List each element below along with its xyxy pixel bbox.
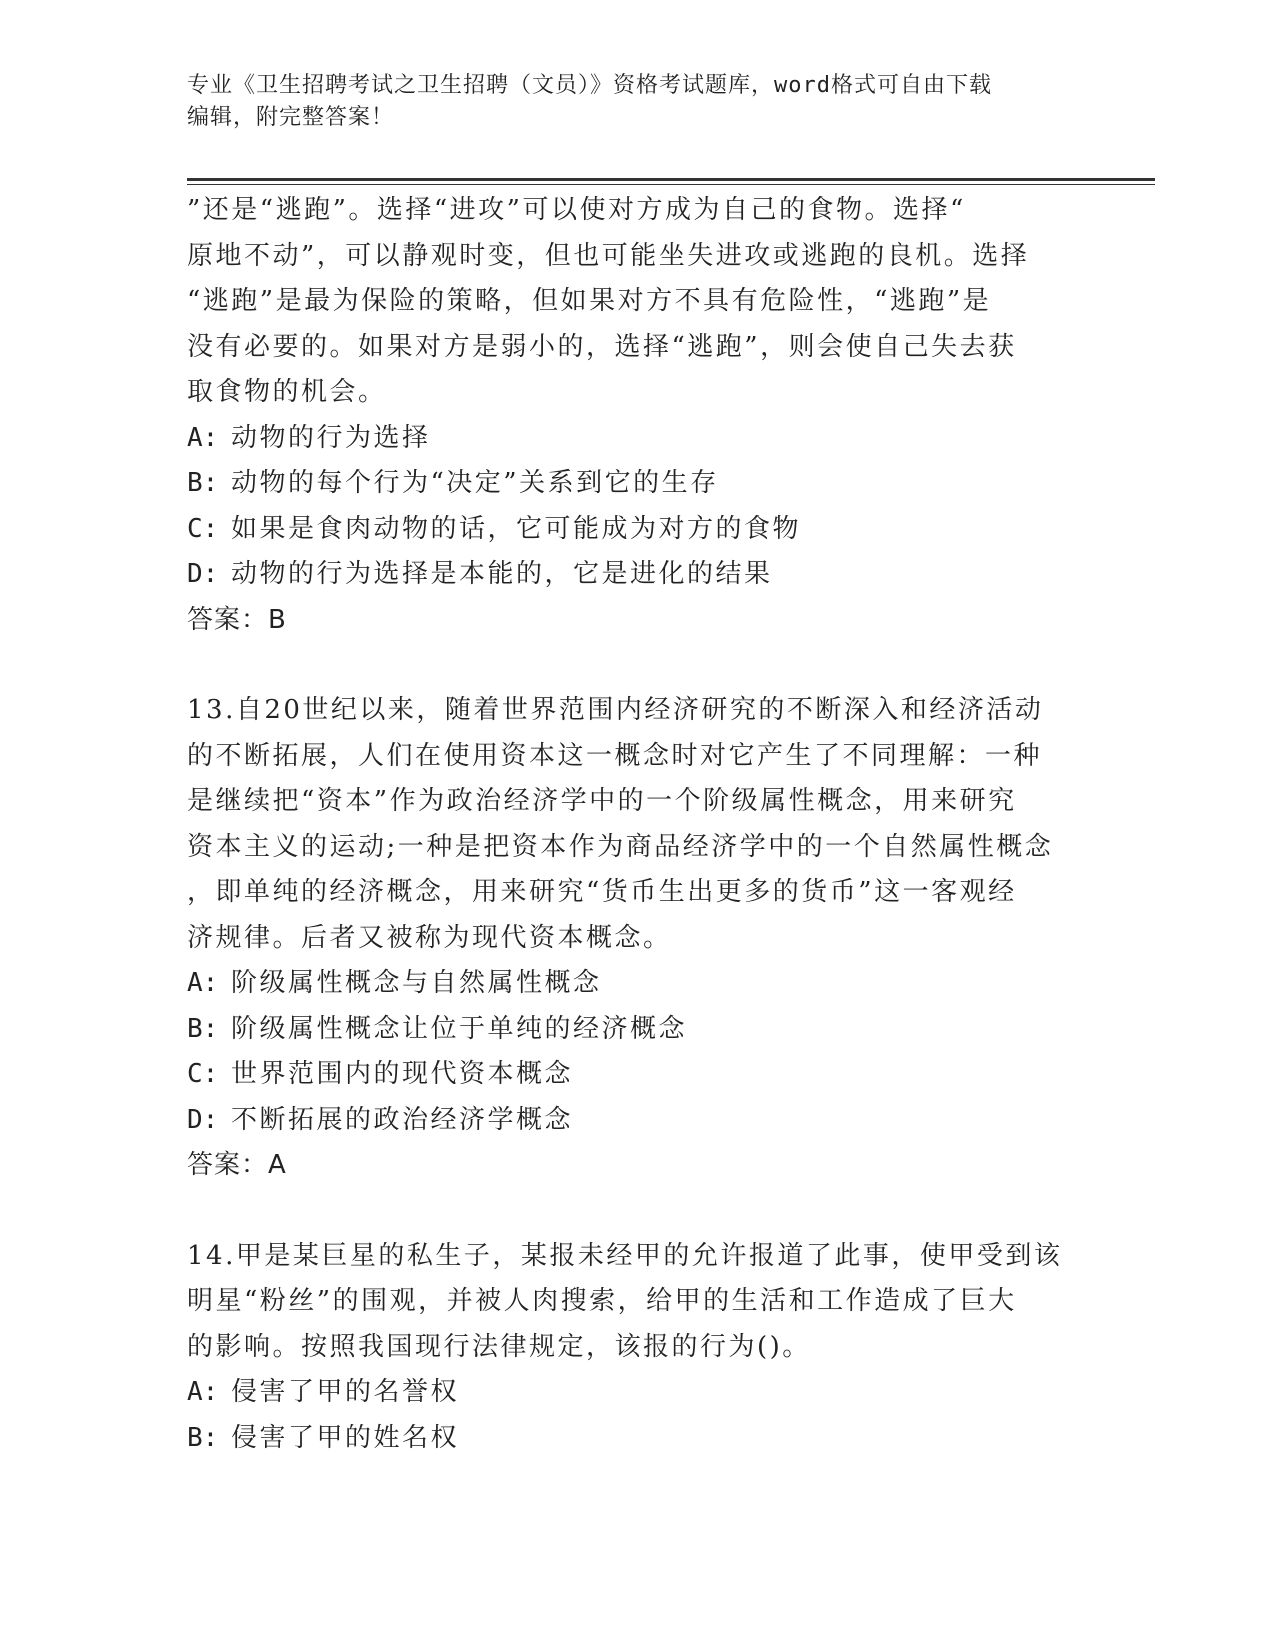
option-letter: B: [187, 468, 219, 498]
option-a [187, 961, 1087, 1007]
option-d [187, 552, 1087, 598]
header-line-1: 专业《卫生招聘考试之卫生招聘（文员）》资格考试题库，word格式可自由下载 [187, 73, 992, 98]
question-text-line: 的影响。按照我国现行法律规定，该报的行为()。 [187, 1331, 811, 1362]
question-14 [187, 1234, 1087, 1462]
question-12-text [187, 188, 1087, 416]
option-letter: A: [187, 968, 219, 998]
question-text-line: 是继续把“资本”作为政治经济学中的一个阶级属性概念，用来研究 [187, 786, 1017, 816]
option-c [187, 1052, 1087, 1098]
question-text-line: ，即单纯的经济概念，用来研究“货币生出更多的货币”这一客观经 [187, 877, 1017, 907]
option-text: 动物的行为选择 [231, 422, 431, 453]
question-text-line: 原地不动”，可以静观时变，但也可能坐失进攻或逃跑的良机。选择 [187, 240, 1030, 271]
option-a [187, 1370, 1087, 1416]
question-text-line: 14.甲是某巨星的私生子，某报未经甲的允许报道了此事，使甲受到该 [187, 1240, 1063, 1271]
option-text: 阶级属性概念让位于单纯的经济概念 [231, 1013, 688, 1044]
answer-line: 答案：A [187, 1150, 287, 1180]
option-a [187, 416, 1087, 462]
document-body [187, 188, 1087, 1461]
option-d [187, 1098, 1087, 1144]
question-text-line: ”还是“逃跑”。选择“进攻”可以使对方成为自己的食物。选择“ [187, 195, 966, 225]
option-text: 侵害了甲的名誉权 [231, 1377, 460, 1407]
document-header [187, 70, 1087, 134]
option-letter: D: [187, 559, 219, 589]
question-12 [187, 188, 1087, 643]
option-letter: C: [187, 513, 219, 544]
option-text: 动物的行为选择是本能的，它是进化的结果 [231, 559, 773, 589]
option-b [187, 461, 1087, 507]
option-letter: A: [187, 422, 219, 453]
header-divider-thick [187, 178, 1155, 181]
spacer [187, 643, 1087, 688]
option-letter: B: [187, 1422, 219, 1453]
spacer [187, 1189, 1087, 1234]
header-line-2: 编辑，附完整答案！ [187, 105, 395, 130]
question-text-line: “逃跑”是最为保险的策略，但如果对方不具有危险性，“逃跑”是 [187, 286, 992, 316]
option-text: 如果是食肉动物的话，它可能成为对方的食物 [231, 513, 802, 544]
option-letter: A: [187, 1377, 219, 1407]
question-text-line: 明星“粉丝”的围观，并被人肉搜索，给甲的生活和工作造成了巨大 [187, 1286, 1017, 1316]
option-b [187, 1416, 1087, 1462]
question-text-line: 没有必要的。如果对方是弱小的，选择“逃跑”，则会使自己失去获 [187, 331, 1017, 362]
option-c [187, 507, 1087, 553]
option-letter: D: [187, 1104, 219, 1135]
header-divider-thin [187, 184, 1155, 185]
option-text: 动物的每个行为“决定”关系到它的生存 [231, 468, 719, 498]
question-text-line: 资本主义的运动;一种是把资本作为商品经济学中的一个自然属性概念 [187, 831, 1054, 862]
answer-line: 答案：B [187, 604, 287, 635]
question-13-text [187, 688, 1087, 961]
question-14-text [187, 1234, 1087, 1371]
option-text: 侵害了甲的姓名权 [231, 1422, 460, 1453]
option-text: 世界范围内的现代资本概念 [231, 1059, 574, 1089]
option-text: 不断拓展的政治经济学概念 [231, 1104, 574, 1135]
question-text-line: 的不断拓展，人们在使用资本这一概念时对它产生了不同理解：一种 [187, 740, 1043, 771]
option-text: 阶级属性概念与自然属性概念 [231, 968, 602, 998]
option-letter: B: [187, 1013, 219, 1044]
question-13 [187, 688, 1087, 1189]
question-text-line: 13.自20世纪以来，随着世界范围内经济研究的不断深入和经济活动 [187, 695, 1044, 725]
question-text-line: 取食物的机会。 [187, 377, 387, 407]
option-b [187, 1007, 1087, 1053]
question-text-line: 济规律。后者又被称为现代资本概念。 [187, 922, 672, 953]
option-letter: C: [187, 1059, 219, 1089]
